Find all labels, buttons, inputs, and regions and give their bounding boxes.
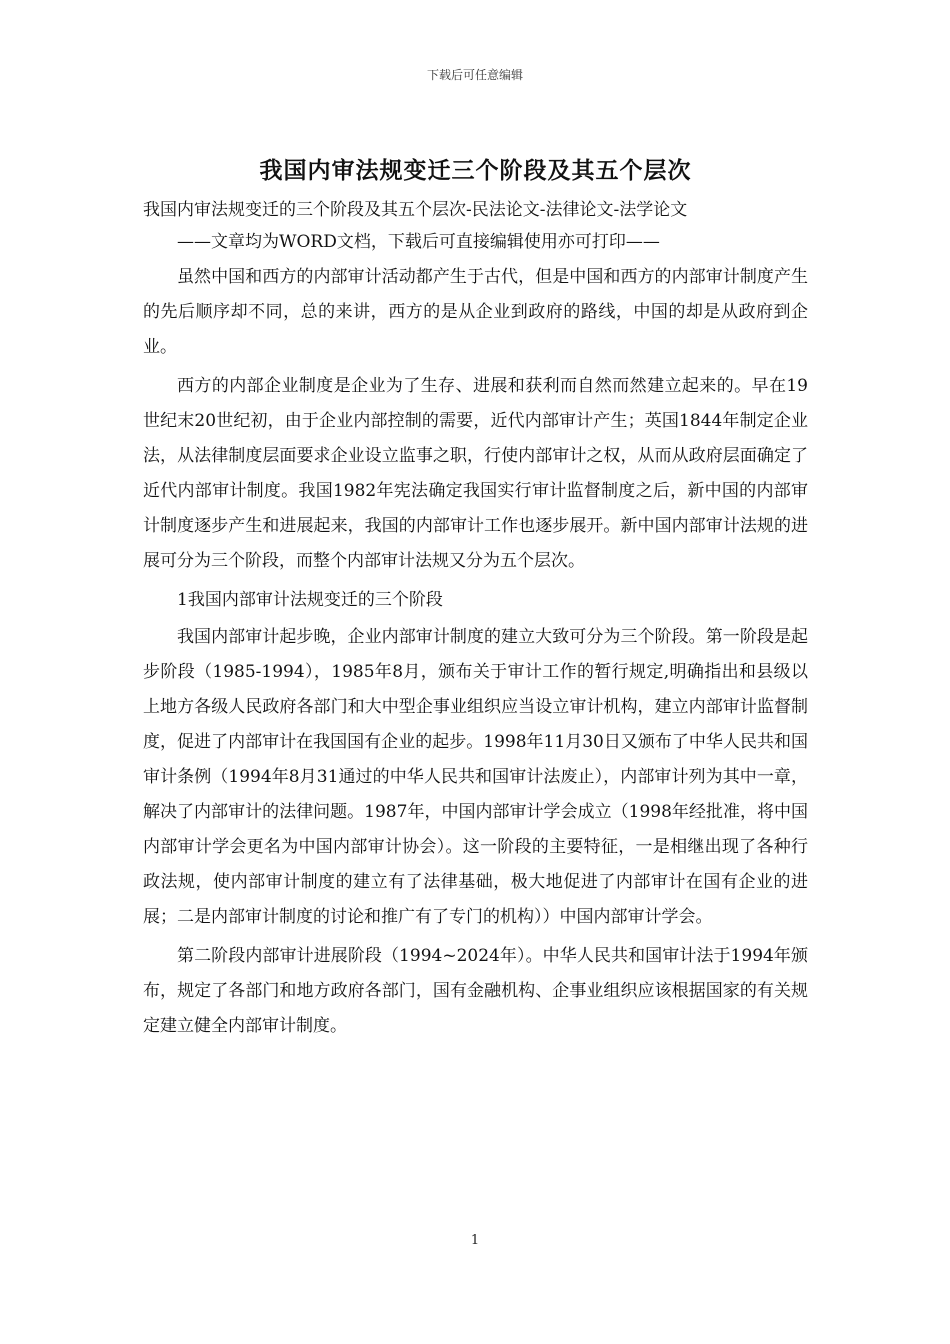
document-title: 我国内审法规变迁三个阶段及其五个层次 <box>259 157 692 184</box>
section-heading: 1我国内部审计法规变迁的三个阶段 <box>177 590 443 610</box>
page-number: 1 <box>470 1233 480 1248</box>
document-subtitle: 我国内审法规变迁的三个阶段及其五个层次-民法论文-法律论文-法学论文 <box>143 200 688 220</box>
paragraph-intro: 虽然中国和西方的内部审计活动都产生于古代，但是中国和西方的内部审计制度产生的先后顺序却不同，总的来讲，西方的是从企业到政府的路线，中国的却是从政府到企业。 <box>143 267 808 357</box>
paragraph-western-system: 西方的内部企业制度是企业为了生存、进展和获利而自然而然建立起来的。早在19世纪末20世纪初，由于企业内部控制的需要，近代内部审计产生；英国1844年制定企业法，从法律制度层面要求企业设立监事之职，行使内部审计之权，从而从政府层面确定了近代内部审计制度。我国1982年宪法确定我国实行审计监督制度之后，新中国的内部审计制度逐步产生和进展起来，我国的内部审计工作也逐步展开。新中国内部审计法规的进展可分为三个阶段，而整个内部审计法规又分为五个层次。 <box>143 376 808 571</box>
paragraph-stage-two: 第二阶段内部审计进展阶段（1994~2024年）。中华人民共和国审计法于1994年颁布，规定了各部门和地方政府各部门，国有金融机构、企事业组织应该根据国家的有关规定建立健全内部审计制度。 <box>143 946 808 1036</box>
paragraph-stage-one: 我国内部审计起步晚，企业内部审计制度的建立大致可分为三个阶段。第一阶段是起步阶段（1985-1994），1985年8月，颁布关于审计工作的暂行规定,明确指出和县级以上地方各级人民政府各部门和大中型企事业组织应当设立审计机构，建立内部审计监督制度，促进了内部审计在我国国有企业的起步。1998年11月30日又颁布了中华人民共和国审计条例（1994年8月31通过的中华人民共和国审计法废止），内部审计列为其中一章，解决了内部审计的法律问题。1987年，中国内部审计学会成立（1998年经批准，将中国内部审计学会更名为中国内部审计协会）。这一阶段的主要特征，一是相继出现了各种行政法规，使内部审计制度的建立有了法律基础，极大地促进了内部审计在国有企业的进展；二是内部审计制度的讨论和推广有了专门的机构））中国内部审计学会。 <box>143 627 808 927</box>
document-note: ——文章均为WORD文档，下载后可直接编辑使用亦可打印—— <box>177 232 660 252</box>
document-body <box>143 152 808 1044</box>
page-header: 下载后可任意编辑 <box>426 68 523 82</box>
